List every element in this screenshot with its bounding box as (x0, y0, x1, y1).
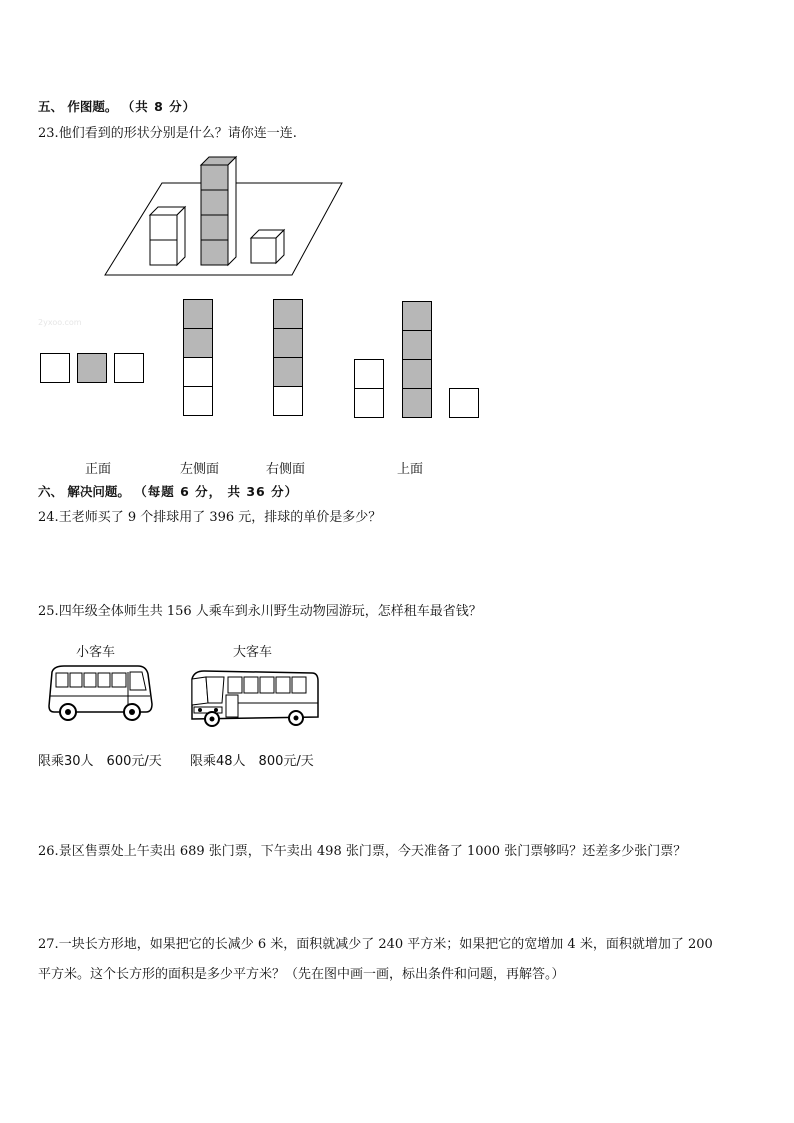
question-27-line2: 平方米。这个长方形的面积是多少平方米？（先在图中画一画，标出条件和问题，再解答。） (38, 967, 565, 982)
question-27-line1: 一块长方形地，如果把它的长减少 6 米，面积就减少了 240 平方米；如果把它的宽增加 4 米，面积就增加了 200 (58, 937, 713, 952)
label-front: 正面 (85, 462, 112, 477)
label-top: 上面 (397, 462, 424, 477)
view-option-combined (354, 300, 480, 420)
section-six-title: 六、 解决问题。 (38, 484, 130, 499)
question-26 (38, 844, 686, 860)
question-23-text: 他们看到的形状分别是什么？请你连一连. (58, 126, 297, 141)
small-bus-info: 限乘30人 600元/天 (38, 754, 162, 769)
view-option-column-3gray (273, 299, 303, 417)
question-25-number: 25. (38, 604, 59, 619)
question-27 (38, 937, 713, 953)
question-26-number: 26. (38, 844, 59, 859)
section-five-header (38, 99, 196, 115)
question-23 (38, 126, 297, 142)
question-23-number: 23. (38, 126, 59, 141)
view-option-column-2gray (183, 299, 213, 417)
question-24 (38, 510, 381, 526)
middle-stack-four-cubes (201, 157, 236, 265)
section-five-title: 五、 作图题。 (38, 99, 118, 114)
watermark: 2yxoo.com (38, 318, 82, 327)
question-25 (38, 604, 482, 620)
small-bus-name: 小客车 (76, 645, 116, 660)
question-25-text: 四年级全体师生共 156 人乘车到永川野生动物园游玩，怎样租车最省钱？ (58, 604, 482, 619)
question-24-number: 24. (38, 510, 59, 525)
section-six-header (38, 484, 298, 500)
question-26-text: 景区售票处上午卖出 689 张门票，下午卖出 498 张门票，今天准备了 1000 张门票够吗？还差多少张门票？ (58, 844, 687, 859)
big-bus-icon (188, 667, 322, 731)
section-six-score: （每题 6 分， 共 36 分） (134, 484, 299, 499)
big-bus-name: 大客车 (233, 645, 273, 660)
small-bus-icon (46, 664, 154, 726)
big-bus-info: 限乘48人 800元/天 (190, 754, 314, 769)
section-five-score: （共 8 分） (121, 99, 197, 114)
label-right-side: 右侧面 (266, 462, 306, 477)
label-left-side: 左侧面 (180, 462, 220, 477)
right-single-cube (251, 230, 284, 263)
cube-scene-figure (100, 155, 350, 280)
question-24-text: 王老师买了 9 个排球用了 396 元，排球的单价是多少？ (58, 510, 382, 525)
left-stack-two-cubes (150, 207, 185, 265)
question-27-number: 27. (38, 937, 59, 952)
view-option-row (40, 353, 144, 383)
